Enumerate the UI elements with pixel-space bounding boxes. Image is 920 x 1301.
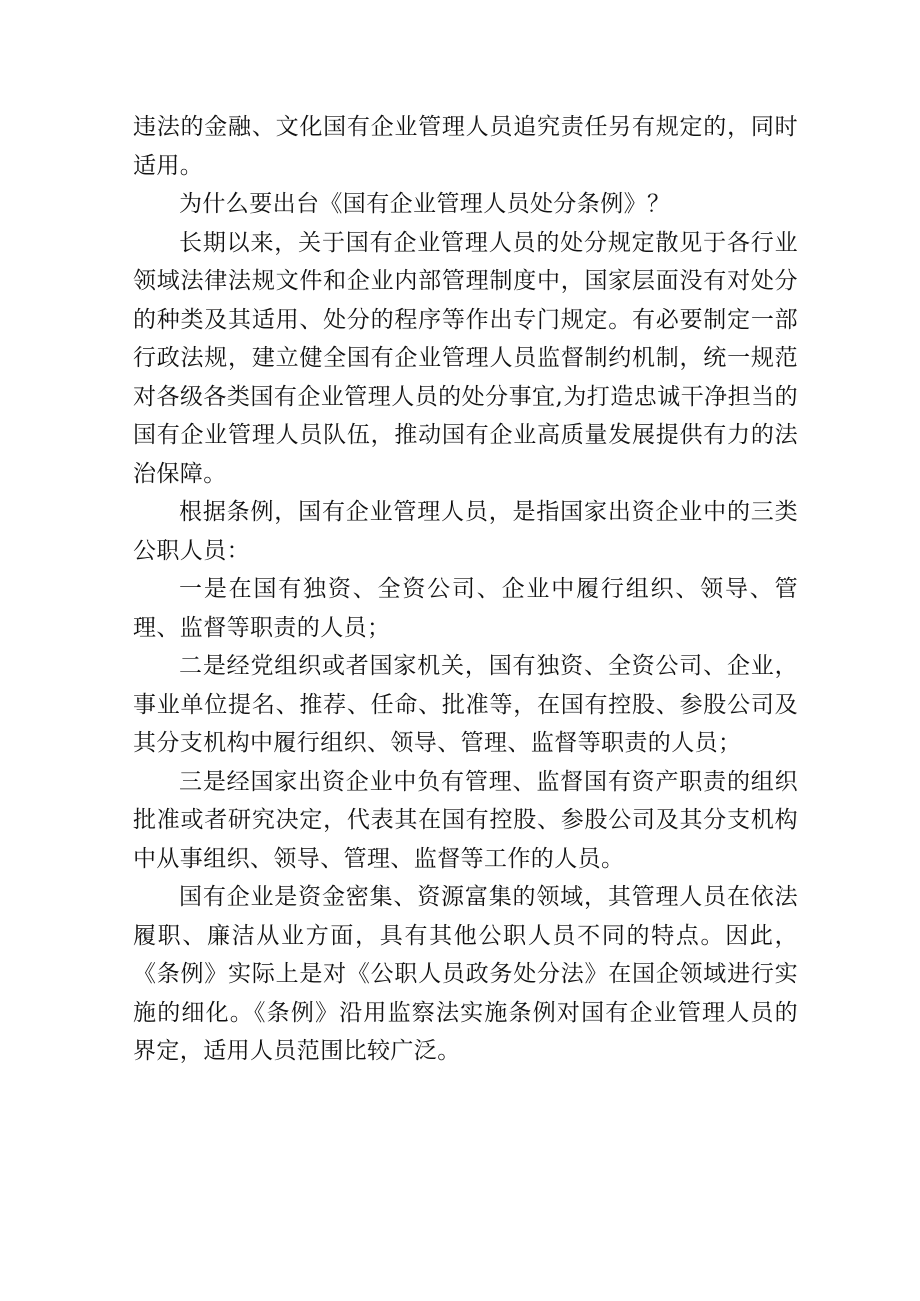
paragraph-conclusion: 国有企业是资金密集、资源富集的领域，其管理人员在依法履职、廉洁从业方面，具有其他公职人员不同的特点。因此，《条例》实际上是对《公职人员政务处分法》在国企领域进行实施的细化。《条例》沿用监察法实施条例对国有企业管理人员的界定，适用人员范围比较广泛。: [133, 884, 798, 1064]
paragraph-category-three: 三是经国家出资企业中负有管理、监督国有资产职责的组织批准或者研究决定，代表其在国有控股、参股公司及其分支机构中从事组织、领导、管理、监督等工作的人员。: [133, 768, 798, 872]
paragraph-continuation: 违法的金融、文化国有企业管理人员追究责任另有规定的，同时适用。: [133, 114, 798, 179]
paragraph-category-one: 一是在国有独资、全资公司、企业中履行组织、领导、管理、监督等职责的人员；: [133, 576, 798, 641]
document-body: [133, 108, 798, 1071]
paragraph-background: 长期以来，关于国有企业管理人员的处分规定散见于各行业领域法律法规文件和企业内部管理制度中，国家层面没有对处分的种类及其适用、处分的程序等作出专门规定。有必要制定一部行政法规，建立健全国有企业管理人员监督制约机制，统一规范对各级各类国有企业管理人员的处分事宜,为打造忠诚干净担当的国有企业管理人员队伍，推动国有企业高质量发展提供有力的法治保障。: [133, 229, 798, 487]
paragraph-question-heading: 为什么要出台《国有企业管理人员处分条例》？: [179, 191, 671, 217]
paragraph-category-two: 二是经党组织或者国家机关，国有独资、全资公司、企业，事业单位提名、推荐、任命、批准等，在国有控股、参股公司及其分支机构中履行组织、领导、管理、监督等职责的人员；: [133, 653, 798, 756]
paragraph-definition-intro: 根据条例，国有企业管理人员，是指国家出资企业中的三类公职人员：: [133, 499, 798, 564]
